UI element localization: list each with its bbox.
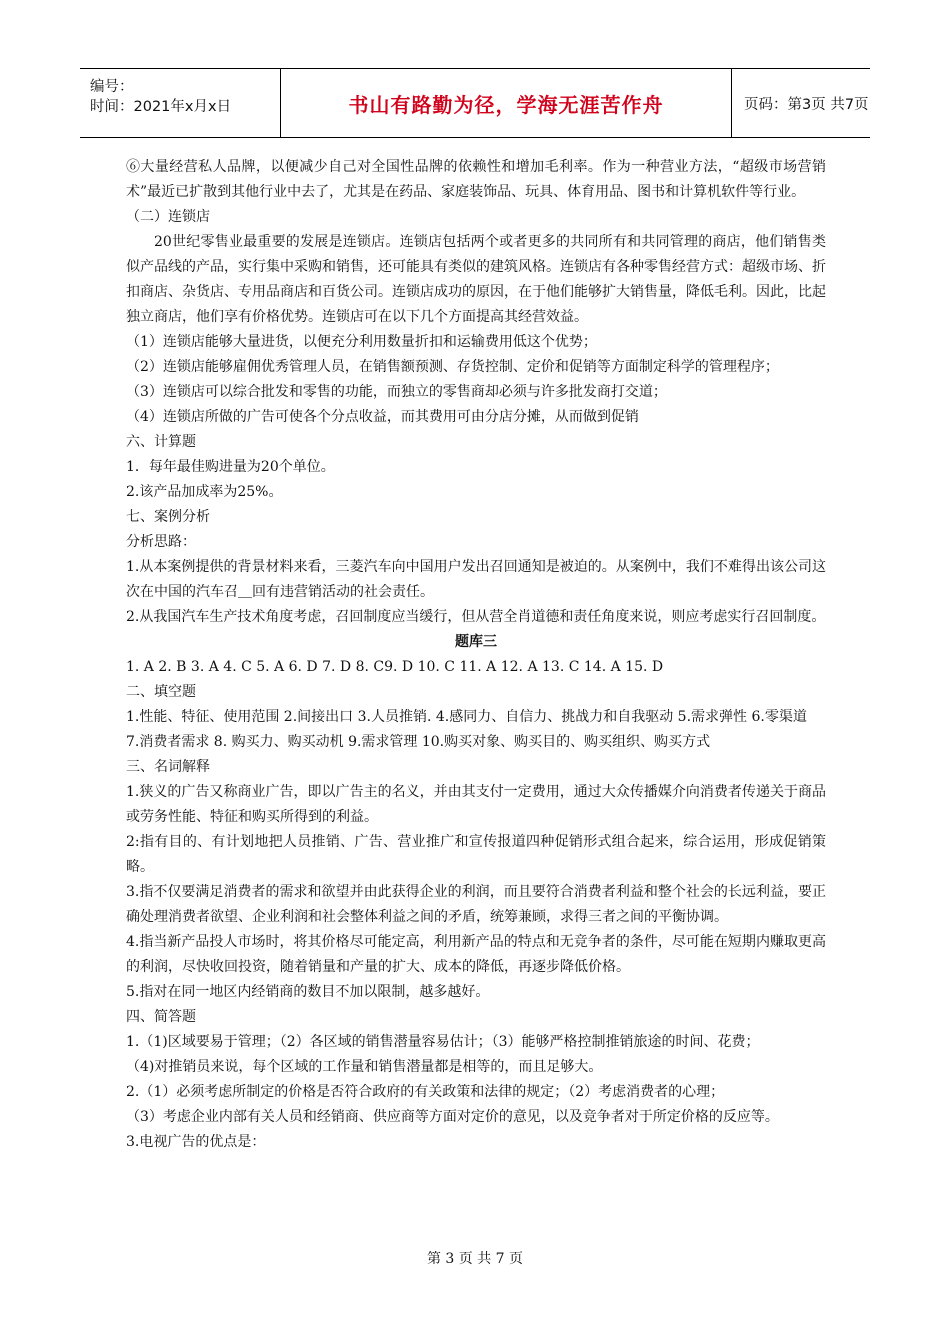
document-body (126, 155, 826, 1155)
paragraph: 3.指不仅要满足消费者的需求和欲望并由此获得企业的利润，而且要符合消费者利益和整个社会的长远利益，要正确处理消费者欲望、企业利润和社会整体利益之间的矛盾，统筹兼顾，求得三者之间的平衡协调。 (126, 884, 826, 925)
paragraph: 1.（1)区域要易于管理；（2）各区域的销售潜量容易估计；（3）能够严格控制推销旅途的时间、花费； (126, 1034, 760, 1050)
paragraph: 20世纪零售业最重要的发展是连锁店。连锁店包括两个或者更多的共同所有和共同管理的商店，他们销售类似产品线的产品，实行集中采购和销售，还可能具有类似的建筑风格。连锁店有各种零售经营方式：超级市场、折扣商店、杂货店、专用品商店和百货公司。连锁店成功的原因，在于他们能够扩大销售量，降低毛利。因此，比起独立商店，他们享有价格优势。连锁店可在以下几个方面提高其经营效益。 (126, 234, 826, 325)
motto-text: 书山有路勤为径，学海无涯苦作舟 (280, 69, 732, 137)
answer-key: 1. A 2. B 3. A 4. C 5. A 6. D 7. D 8. C9. D 10. C 11. A 12. A 13. C 14. A 15. D (126, 659, 664, 675)
section-heading: （二）连锁店 (126, 209, 210, 225)
list-item: （4）连锁店所做的广告可使各个分点收益，而其费用可由分店分摊，从而做到促销 (126, 409, 639, 425)
section-heading: 三、名词解释 (126, 759, 210, 775)
list-item: 1．每年最佳购进量为20个单位。 (126, 459, 335, 475)
list-item: （2）连锁店能够雇佣优秀管理人员，在销售额预测、存货控制、定价和促销等方面制定科学的管理程序； (126, 359, 779, 375)
header-meta (80, 69, 280, 137)
paragraph: 5.指对在同一地区内经销商的数目不加以限制，越多越好。 (126, 984, 490, 1000)
paragraph: 1.狭义的广告又称商业广告，即以广告主的名义，并由其支付一定费用，通过大众传播媒介向消费者传递关于商品或劳务性能、特征和购买所得到的利益。 (126, 784, 826, 825)
section-heading: 七、案例分析 (126, 509, 210, 525)
page-footer: 第 3 页 共 7 页 (426, 1251, 524, 1267)
paragraph: 7.消费者需求 8. 购买力、购买动机 9.需求管理 10.购买对象、购买目的、购买组织、购买方式 (126, 734, 711, 750)
paragraph: 1.性能、特征、使用范围 2.间接出口 3.人员推销. 4.感同力、自信力、挑战力和自我驱动 5.需求弹性 6.零渠道 (126, 709, 807, 725)
list-item: 2.该产品加成率为25%。 (126, 484, 283, 500)
section-heading: 四、简答题 (126, 1009, 196, 1025)
paragraph: 分析思路： (126, 534, 196, 550)
number-label: 编号： (90, 79, 134, 95)
paragraph: ⑥大量经营私人品牌，以便减少自己对全国性品牌的依赖性和增加毛利率。作为一种营业方法，“超级市场营销术”最近已扩散到其他行业中去了，尤其是在药品、家庭装饰品、玩具、体育用品、图书和计算机软件等行业。 (126, 159, 826, 200)
list-item: （3）连锁店可以综合批发和零售的功能，而独立的零售商却必须与许多批发商打交道； (126, 384, 667, 400)
paragraph: 2.（1）必须考虑所制定的价格是否符合政府的有关政策和法律的规定；（2）考虑消费者的心理； (126, 1084, 725, 1100)
paragraph: 1.从本案例提供的背景材料来看，三菱汽车向中国用户发出召回通知是被迫的。从案例中，我们不难得出该公司这次在中国的汽车召＿回有违营销活动的社会责任。 (126, 559, 826, 600)
page-label: 页码：第3页 共7页 (744, 96, 869, 113)
paragraph: 3.电视广告的优点是： (126, 1134, 266, 1150)
paragraph: 2:指有目的、有计划地把人员推销、广告、营业推广和宣传报道四种促销形式组合起来，综合运用，形成促销策略。 (126, 834, 826, 875)
list-item: （1）连锁店能够大量进货，以便充分利用数量折扣和运输费用低这个优势； (126, 334, 597, 350)
paragraph: 2.从我国汽车生产技术角度考虑，召回制度应当缓行，但从营全肖道德和责任角度来说，则应考虑实行召回制度。 (126, 609, 826, 625)
date-label: 时间：2021年x月x日 (90, 99, 232, 115)
paragraph: （4)对推销员来说，每个区域的工作量和销售潜量都是相等的，而且足够大。 (126, 1059, 603, 1075)
paragraph: 4.指当新产品投人市场时，将其价格尽可能定高，利用新产品的特点和无竞争者的条件，尽可能在短期内赚取更高的利润，尽快收回投资，随着销量和产量的扩大、成本的降低，再逐步降低价格。 (126, 934, 826, 975)
paragraph: （3）考虑企业内部有关人员和经销商、供应商等方面对定价的意见，以及竞争者对于所定价格的反应等。 (126, 1109, 779, 1125)
section-heading: 二、填空题 (126, 684, 196, 700)
question-bank-title: 题库三 (455, 634, 497, 650)
page-header (80, 68, 870, 138)
section-heading: 六、计算题 (126, 434, 196, 450)
